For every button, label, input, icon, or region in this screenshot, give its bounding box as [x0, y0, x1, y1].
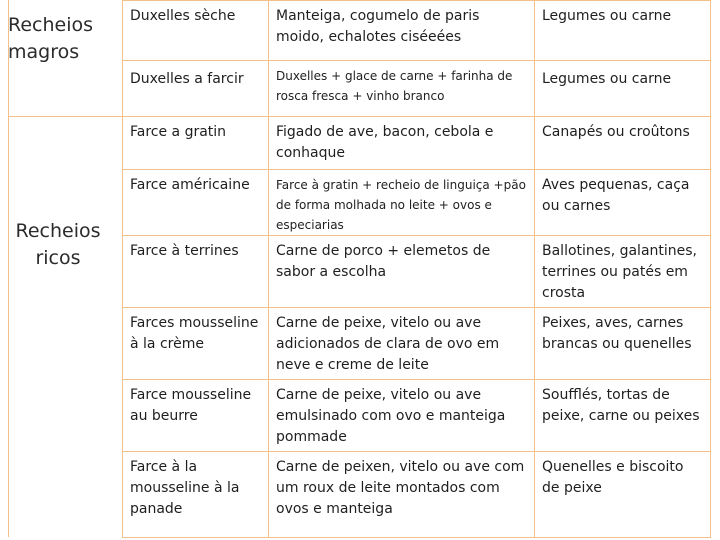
fillings-table [122, 0, 711, 538]
table-row [123, 452, 711, 538]
filling-usage: Aves pequenas, caça ou carnes [535, 170, 711, 236]
filling-composition: Duxelles + glace de carne + farinha de rosca fresca + vinho branco [269, 61, 535, 117]
filling-composition: Farce à gratin + recheio de linguiça +pão de forma molhada no leite + ovos e especiarias [269, 170, 535, 236]
filling-usage: Legumes ou carne [535, 61, 711, 117]
table-row [123, 117, 711, 170]
filling-usage: Soufflés, tortas de peixe, carne ou peixes [535, 380, 711, 452]
filling-composition: Carne de porco + elemetos de sabor a escolha [269, 236, 535, 308]
table-row [123, 380, 711, 452]
filling-usage: Quenelles e biscoito de peixe [535, 452, 711, 538]
filling-composition: Manteiga, cogumelo de paris moido, echalotes ciséeées [269, 1, 535, 61]
filling-name: Duxelles a farcir [123, 61, 269, 117]
filling-name: Farce mousseline au beurre [123, 380, 269, 452]
filling-name: Farces mousseline à la crème [123, 308, 269, 380]
group-divider [8, 116, 122, 117]
filling-usage: Ballotines, galantines, terrines ou patés em crosta [535, 236, 711, 308]
filling-composition: Carne de peixe, vitelo ou ave emulsinado com ovo e manteiga pommade [269, 380, 535, 452]
table-row [123, 236, 711, 308]
table-row [123, 61, 711, 117]
filling-name: Farce à terrines [123, 236, 269, 308]
group-label-ricos: Recheios ricos [15, 220, 101, 269]
filling-name: Farce à la mousseline à la panade [123, 452, 269, 538]
table-row [123, 1, 711, 61]
group-label-magros: Recheios magros [8, 14, 94, 63]
filling-usage: Peixes, aves, carnes brancas ou quenelles [535, 308, 711, 380]
filling-composition: Carne de peixen, vitelo ou ave com um roux de leite montados com ovos e manteiga [269, 452, 535, 538]
filling-name: Duxelles sèche [123, 1, 269, 61]
filling-composition: Figado de ave, bacon, cebola e conhaque [269, 117, 535, 170]
filling-composition: Carne de peixe, vitelo ou ave adicionados de clara de ovo em neve e creme de leite [269, 308, 535, 380]
filling-name: Farce a gratin [123, 117, 269, 170]
filling-name: Farce américaine [123, 170, 269, 236]
table-row [123, 308, 711, 380]
filling-usage: Legumes ou carne [535, 1, 711, 61]
table-row [123, 170, 711, 236]
filling-usage: Canapés ou croûtons [535, 117, 711, 170]
